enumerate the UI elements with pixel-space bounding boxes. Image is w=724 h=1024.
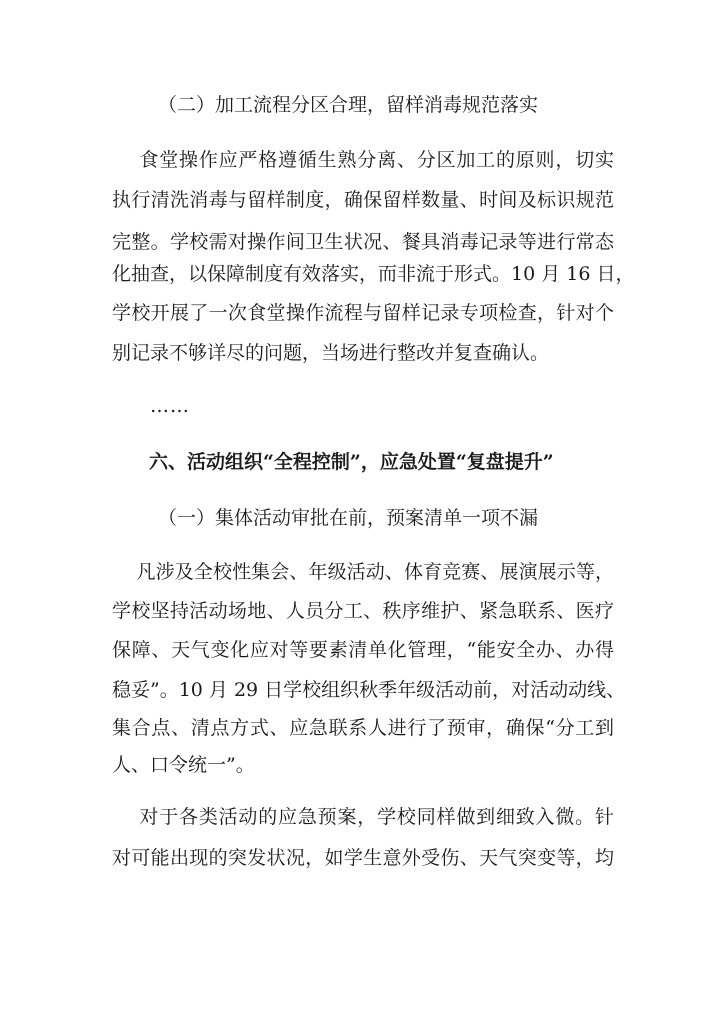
paragraph-line: 对可能出现的突发状况，如学生意外受伤、天气突变等，均 xyxy=(112,847,614,869)
paragraph-line: 化抽查，以保障制度有效落实，而非流于形式。10 月 16 日， xyxy=(112,263,635,285)
section-6-heading: 六、活动组织“全程控制”，应急处置“复盘提升” xyxy=(149,451,554,473)
paragraph-line: 学校开展了一次食堂操作流程与留样记录专项检查，针对个 xyxy=(112,302,614,324)
paragraph-line: 稳妥”。10 月 29 日学校组织秋季年级活动前，对活动动线、 xyxy=(112,679,626,701)
paragraph-line: 完整。学校需对操作间卫生状况、餐具消毒记录等进行常态 xyxy=(112,231,614,253)
section-6-subheading: （一）集体活动审批在前，预案清单一项不漏 xyxy=(158,507,539,529)
paragraph-line: 保障、天气变化应对等要素清单化管理，“能安全办、办得 xyxy=(112,639,614,661)
paragraph-line: 执行清洗消毒与留样制度，确保留样数量、时间及标识规范 xyxy=(112,189,614,211)
paragraph-line: 人、口令统一”。 xyxy=(112,754,255,776)
paragraph-line: 别记录不够详尽的问题，当场进行整改并复查确认。 xyxy=(112,342,550,364)
paragraph-line: 集合点、清点方式、应急联系人进行了预审，确保“分工到 xyxy=(112,717,614,739)
paragraph-line: 食堂操作应严格遵循生熟分离、分区加工的原则，切实 xyxy=(112,149,614,171)
paragraph-line: 学校坚持活动场地、人员分工、秩序维护、紧急联系、医疗 xyxy=(112,600,614,622)
paragraph-line: 凡涉及全校性集会、年级活动、体育竞赛、展演展示等， xyxy=(112,561,614,583)
ellipsis: …… xyxy=(150,395,190,417)
section-5-subheading: （二）加工流程分区合理，留样消毒规范落实 xyxy=(158,94,539,116)
paragraph-line: 对于各类活动的应急预案，学校同样做到细致入微。针 xyxy=(112,806,614,828)
